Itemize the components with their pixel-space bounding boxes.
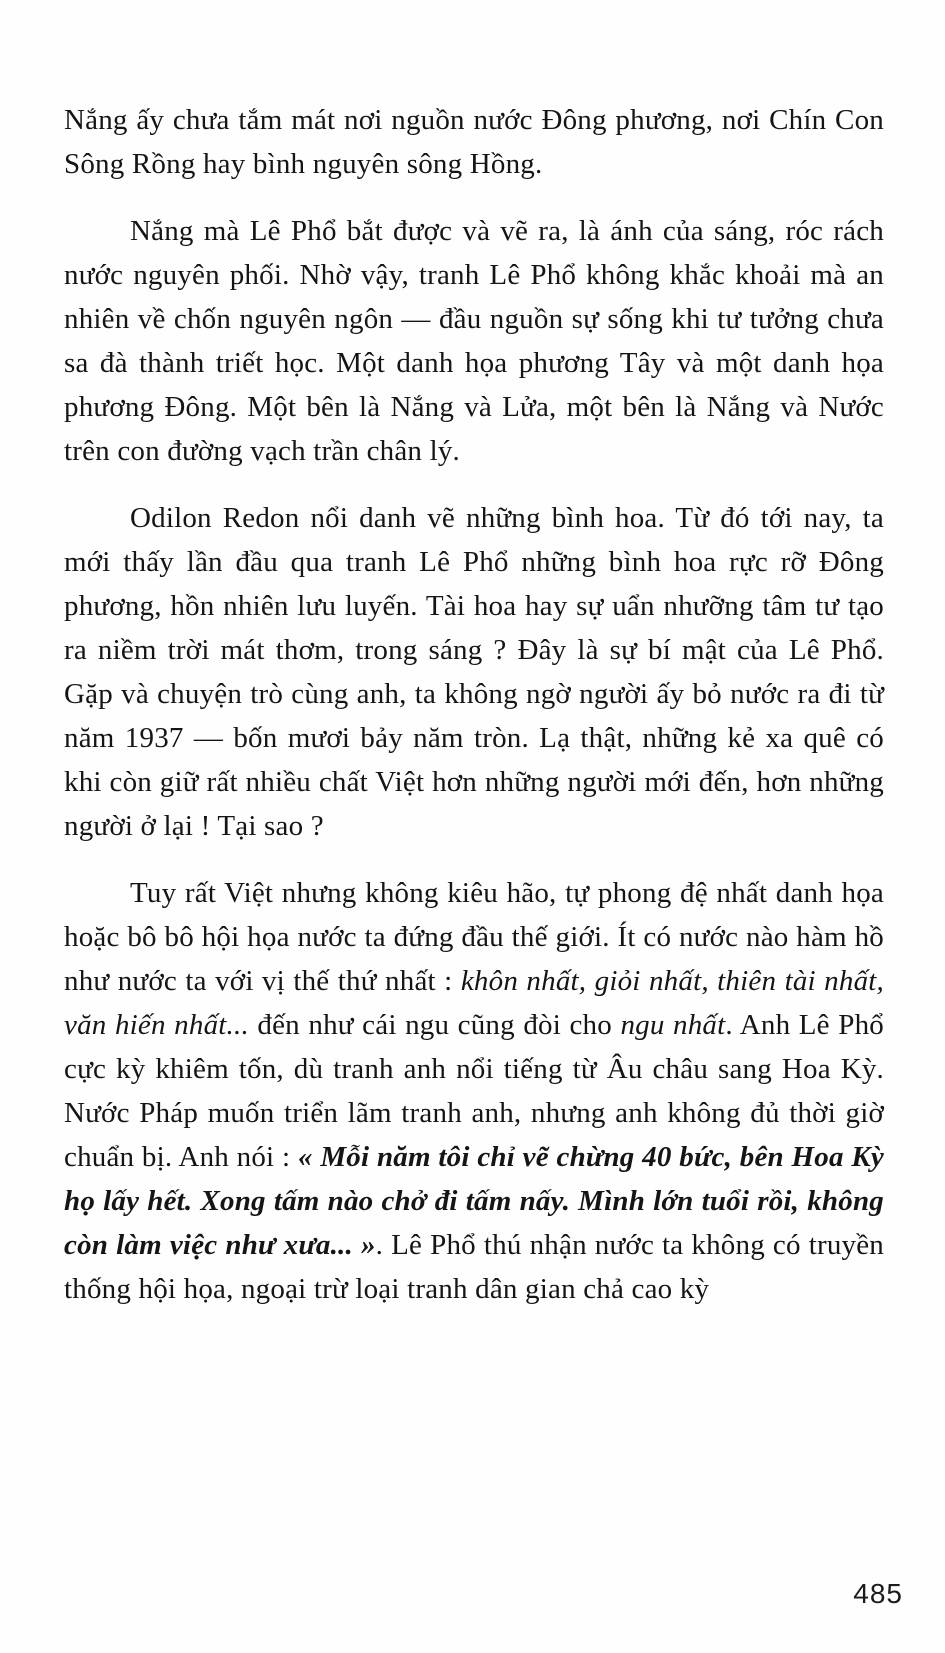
paragraph [64,98,884,186]
text-run: Odilon Redon nổi danh vẽ những bình hoa. Từ đó tới nay, ta mới thấy lần đầu qua tranh Lê Phổ những bình hoa rực rỡ Đông phương, hồn nhiên lưu luyến. Tài hoa hay sự uẩn nhưỡng tâm tư tạo ra niềm trời mát thơm, trong sáng ? Đây là sự bí mật của Lê Phổ. Gặp và chuyện trò cùng anh, ta không ngờ người ấy bỏ nước ra đi từ năm 1937 — bốn mươi bảy năm tròn. Lạ thật, những kẻ xa quê có khi còn giữ rất nhiều chất Việt hơn những người mới đến, hơn những người ở lại ! Tại sao ? [64,502,884,842]
paragraph [64,871,884,1311]
text-run: ngu nhất [620,1009,726,1041]
text-run: Tuy rất Việt nhưng không kiêu hão, tự phong đệ nhất danh họa hoặc bô bô hội họa nước ta đứng đầu thế giới. Ít có nước nào hàm hồ như nước ta với vị thế thứ nhất : [64,877,884,997]
text-block [64,98,884,1334]
paragraph [64,209,884,473]
text-run: khôn nhất, giỏi nhất, thiên tài nhất, văn hiến nhất... [64,965,884,1041]
paragraph [64,496,884,848]
text-run: Nắng ấy chưa tắm mát nơi nguồn nước Đông phương, nơi Chín Con Sông Rồng hay bình nguyên sông Hồng. [64,104,884,180]
text-run: « Mỗi năm tôi chỉ vẽ chừng 40 bức, bên Hoa Kỳ họ lấy hết. Xong tấm nào chở đi tấm nấy. Mình lớn tuổi rồi, không còn làm việc như xưa... » [64,1141,884,1261]
page-number: 485 [853,1578,903,1609]
text-run: . Lê Phổ thú nhận nước ta không có truyền thống hội họa, ngoại trừ loại tranh dân gian chả cao kỳ [64,1229,884,1305]
text-run: . Anh Lê Phổ cực kỳ khiêm tốn, dù tranh anh nổi tiếng từ Âu châu sang Hoa Kỳ. Nước Pháp muốn triển lãm tranh anh, nhưng anh không đủ thời giờ chuẩn bị. Anh nói : [64,1009,884,1173]
text-run: đến như cái ngu cũng đòi cho [248,1009,621,1041]
text-run: Nắng mà Lê Phổ bắt được và vẽ ra, là ánh của sáng, róc rách nước nguyên phối. Nhờ vậy, tranh Lê Phổ không khắc khoải mà an nhiên về chốn nguyên ngôn — đầu nguồn sự sống khi tư tưởng chưa sa đà thành triết học. Một danh họa phương Tây và một danh họa phương Đông. Một bên là Nắng và Lửa, một bên là Nắng và Nước trên con đường vạch trần chân lý. [64,215,884,467]
